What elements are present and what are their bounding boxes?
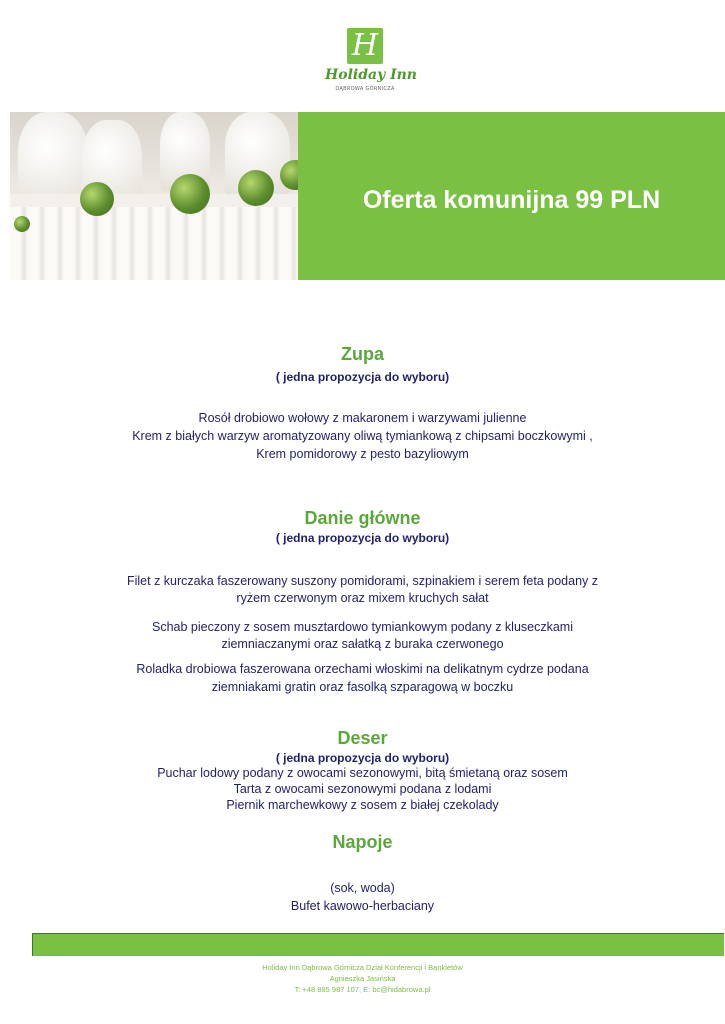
main-course-item: Filet z kurczaka faszerowany suszony pomidorami, szpinakiem i serem feta podany z [126,574,599,588]
dessert-subtitle: ( jedna propozycja do wyboru) [275,751,450,765]
soup-subtitle: ( jedna propozycja do wyboru) [275,370,450,384]
communion-table-photo [10,112,298,280]
logo-brand-name: Holiday Inn [325,67,417,83]
soup-item: Krem pomidorowy z pesto bazyliowym [256,447,469,461]
dessert-item: Piernik marchewkowy z sosem z białej czekolady [226,798,499,812]
soup-item: Rosół drobiowo wołowy z makaronem i warzywami julienne [198,411,527,425]
main-course-item: Roladka drobiowa faszerowana orzechami włoskimi na delikatnym cydrze podana [136,662,589,676]
main-course-title: Danie główne [304,508,421,528]
main-course-item: Schab pieczony z sosem musztardowo tymiankowym podany z kluseczkami [151,620,573,634]
logo-h-icon: H [347,28,383,64]
dessert-item: Puchar lodowy podany z owocami sezonowymi, bitą śmietaną oraz sosem [157,766,568,780]
soup-title: Zupa [341,344,384,364]
main-course-subtitle: ( jedna propozycja do wyboru) [275,531,450,545]
footer-department: Holiday Inn Dąbrowa Górnicza Dział Konferencji i Bankietów [262,963,463,972]
drinks-item: Bufet kawowo-herbaciany [290,899,435,913]
drinks-item: (sok, woda) [330,881,395,895]
offer-banner [298,112,725,280]
hotel-logo [325,24,417,100]
offer-title: Oferta komunijna 99 PLN [362,186,661,214]
main-course-item: ziemniaczanymi oraz sałatką z buraka czerwonego [221,637,504,651]
main-course-item: ryżem czerwonym oraz mixem kruchych sałat [236,591,489,605]
footer-bar [32,933,724,956]
soup-item: Krem z białych warzyw aromatyzowany oliwą tymiankową z chipsami boczkowymi , [132,429,593,443]
drinks-title: Napoje [332,832,393,852]
dessert-item: Tarta z owocami sezonowymi podana z lodami [233,782,492,796]
dessert-title: Deser [337,728,388,748]
logo-city: DĄBROWA GÓRNICZA [335,86,395,92]
footer-contact-person: Agnieszka Jasińska [329,974,396,983]
main-course-item: ziemniakami gratin oraz fasolką szparagową w boczku [211,680,514,694]
footer-contact-details: T: +48 885 987 107, E: bc@hidabrowa.pl [294,985,431,994]
